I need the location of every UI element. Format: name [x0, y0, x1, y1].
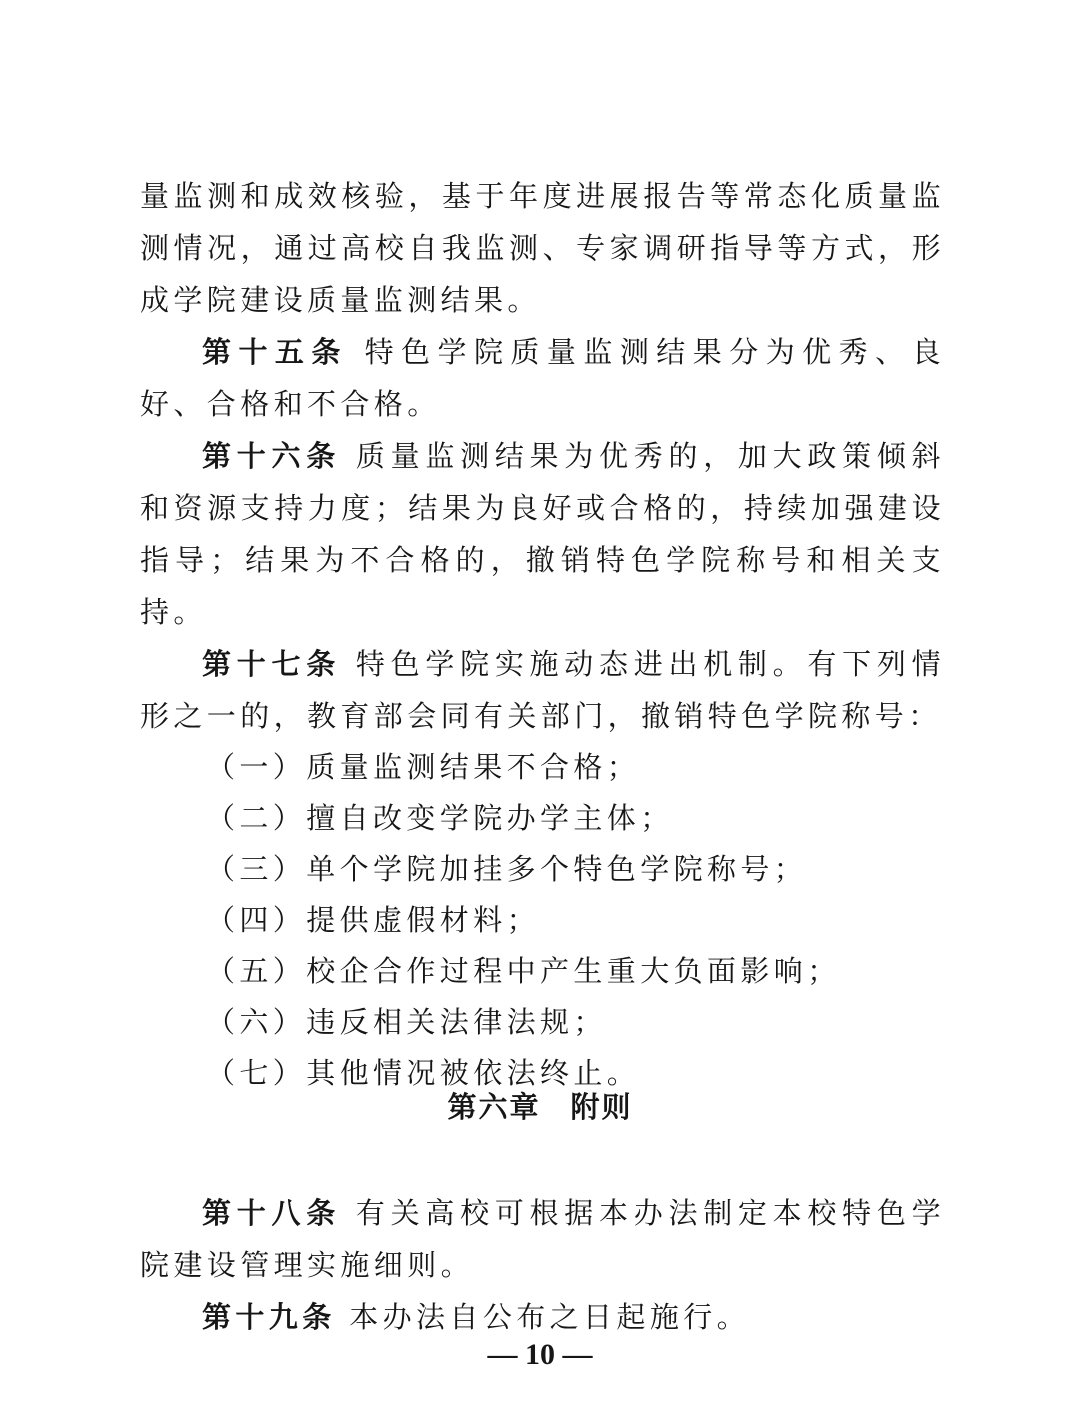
article-number: 第十八条	[202, 1196, 341, 1230]
document-body	[140, 170, 945, 1099]
list-item: （一）质量监测结果不合格；	[206, 750, 641, 784]
article-text: 本办法自公布之日起施行。	[349, 1300, 751, 1334]
list-item: （七）其他情况被依法终止。	[206, 1056, 641, 1090]
list-item: （二）擅自改变学院办学主体；	[206, 801, 674, 835]
article-18	[140, 1187, 945, 1291]
chapter-number: 第六章	[447, 1090, 541, 1124]
list-item: （三）单个学院加挂多个特色学院称号；	[206, 852, 808, 886]
article-text: 特色学院质量监测结果分为优秀、良好、合格和不合格。	[140, 335, 945, 421]
paragraph-continuation	[140, 170, 945, 326]
article-15	[140, 326, 945, 430]
revocation-list	[140, 742, 945, 1099]
article-17	[140, 638, 945, 742]
article-text: 特色学院实施动态进出机制。有下列情形之一的，教育部会同有关部门，撤销特色学院称号：	[140, 647, 945, 733]
supplementary-provisions	[140, 1187, 945, 1343]
article-text: 质量监测结果为优秀的，加大政策倾斜和资源支持力度；结果为良好或合格的，持续加强建设指导；结果为不合格的，撤销特色学院称号和相关支持。	[140, 439, 945, 629]
paragraph-text: 量监测和成效核验，基于年度进展报告等常态化质量监测情况，通过高校自我监测、专家调研指导等方式，形成学院建设质量监测结果。	[140, 179, 945, 317]
page-number: — 10 —	[487, 1338, 593, 1371]
article-19	[140, 1291, 945, 1343]
article-number: 第十九条	[202, 1300, 336, 1334]
article-number: 第十六条	[202, 439, 341, 473]
article-text: 有关高校可根据本办法制定本校特色学院建设管理实施细则。	[140, 1196, 945, 1282]
article-number: 第十七条	[202, 647, 341, 681]
list-item: （四）提供虚假材料；	[206, 903, 541, 937]
article-number: 第十五条	[202, 335, 348, 369]
article-16	[140, 430, 945, 638]
chapter-title: 附则	[570, 1090, 633, 1124]
list-item: （五）校企合作过程中产生重大负面影响；	[206, 954, 841, 988]
chapter-heading	[0, 1085, 1080, 1126]
list-item: （六）违反相关法律法规；	[206, 1005, 607, 1039]
